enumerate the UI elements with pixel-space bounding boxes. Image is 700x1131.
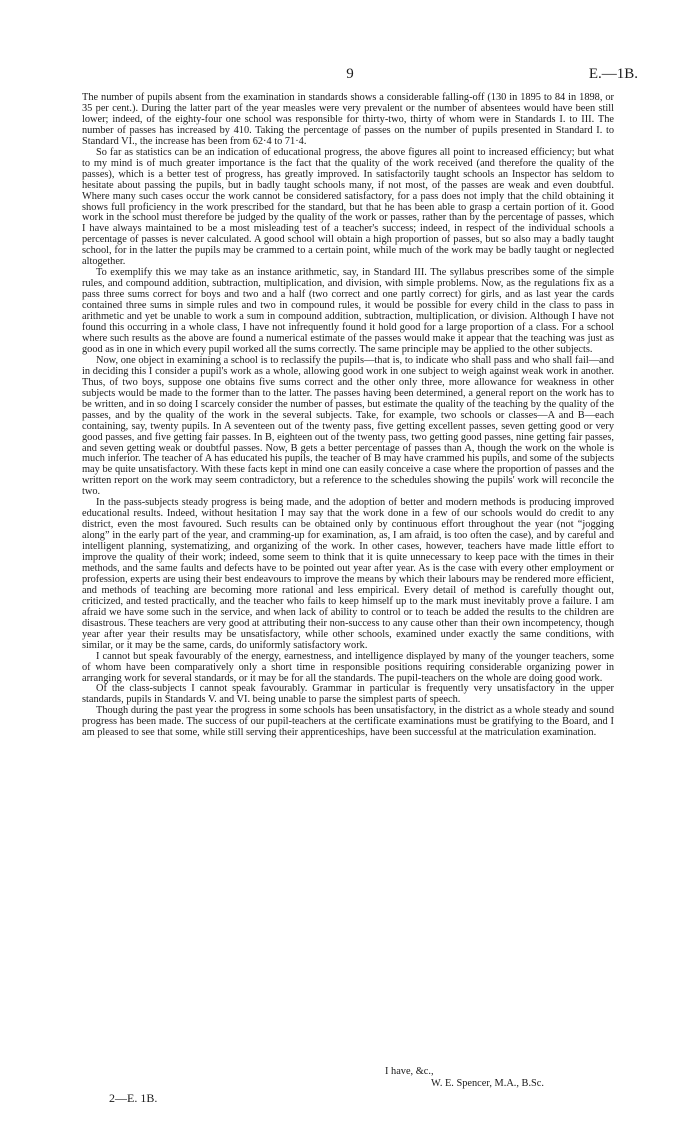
document-reference: E.—1B.: [588, 66, 638, 82]
closing-line: I have, &c.,: [385, 1066, 434, 1077]
paragraph-statistics: So far as statistics can be an indication of educational progress, the above figures all point to increased efficiency; but what to my mind is of much greater importance is the fact that the quality of the work received (and therefore the quality of the passes), which is a better test of progress, has greatly improved. In satisfactorily taught schools an Inspector has seldom to hesitate about passing the pupils, but in badly taught schools many, if not most, of the passes are weak and even doubtful. Where many such cases occur the work cannot be considered satisfactory, for a pass does not imply that the child obtaining it shows full proficiency in the work prescribed for the standard, but that he has been able to grasp a certain portion of it. Good work in the school must therefore be judged by the quality of the work or passes, rather than by the percentage of passes, which I have always maintained to be a most misleading test of a teacher's success; indeed, in respect of the individual schools a percentage of passes is never calculated. A good school will obtain a high proportion of passes, but so also may a badly taught school, for in the latter the pupils may be crammed to a certain point, while much of the work may be badly taught or neglected altogether.: [82, 146, 614, 268]
signature-line: W. E. Spencer, M.A., B.Sc.: [431, 1078, 544, 1089]
sheet-signature-mark: 2—E. 1B.: [109, 1091, 158, 1105]
paragraph-reclassification: Now, one object in examining a school is to reclassify the pupils—that is, to indicate who shall pass and who shall fail—and in deciding this I consider a pupil's work as a whole, allowing good work in one subject to weigh against weak work in another. Thus, of two boys, suppose one obtains five sums correct and the other only three, more allowance for weakness in other subjects would be made to the former than to the latter. The passes having been determined, a general report on the work has to be written, and in so doing I scarcely consider the number of passes, but estimate the quality of the teaching by the quality of the passes, and by the quality of the work in the several subjects. Take, for example, two schools or classes—A and B—each containing, say, twenty pupils. In A seventeen out of the twenty pass, five getting excellent passes, seven getting good or very good passes, and five getting fair passes. In B, eighteen out of the twenty pass, two getting good passes, nine getting fair passes, and seven getting weak or doubtful passes. Now, B gets a better percentage of passes than A, though the work on the whole is much inferior. The teacher of A has educated his pupils, the teacher of B may have crammed his pupils, and some of the subjects may be quite unsatisfactory. With these facts kept in mind one can easily conceive a case where the proportion of passes and the written report on the work may seem contradictory, but a reference to the schedules showing the pupils' work will reconcile the two.: [82, 354, 614, 498]
paragraph-class-subjects: Of the class-subjects I cannot speak favourably. Grammar in particular is frequently very unsatisfactory in the upper standards, pupils in Standards V. and VI. being unable to parse the simplest parts of speech.: [82, 683, 614, 706]
paragraph-progress-summary: Though during the past year the progress in some schools has been unsatisfactory, in the district as a whole steady and sound progress has been made. The success of our pupil-teachers at the certificate examinations must be gratifying to the Board, and I am pleased to see that some, while still serving their apprenticeships, have been successful at the matriculation examination.: [82, 705, 614, 739]
page-number: 9: [346, 66, 354, 82]
paragraph-absentees: The number of pupils absent from the examination in standards shows a considerable falling-off (130 in 1895 to 84 in 1898, or 35 per cent.). During the latter part of the year measles were very prevalent or the number of absentees would have been still lower; indeed, of the eighty-four one school was responsible for thirty-two, thirty of whom were in Standards I. to III. The number of passes has increased by 410. Taking the percentage of passes on the number of pupils presented in Standard I. to Standard VI., the increase has been from 62·4 to 71·4.: [82, 92, 614, 147]
paragraph-pass-subjects: In the pass-subjects steady progress is being made, and the adoption of better and modern methods is producing improved educational results. Indeed, without hesitation I may say that the work done in a few of our schools would do credit to any district, even the most favoured. Such results can be obtained only by continuous effort throughout the year (not “jogging along” in the early part of the year, and cramming-up for examination, as, I am afraid, is too often the case), and by careful and intelligent planning, systematizing, and organizing of the work. In other cases, however, teachers have made little effort to improve the quality of their work; indeed, some seem to think that it is quite unnecessary to keep pace with the times in their methods, and the same faults and defects have to be pointed out year after year. As is the case with every other employment or profession, experts are using their best endeavours to improve the means by which their labours may be rendered more efficient, and methods of teaching are becoming more rational and less empirical. Every detail of method is carefully thought out, criticized, and tested practically, and the teacher who fails to keep himself up to the mark must inevitably prove a failure. I am afraid we have some such in the service, and when lack of ability to control or to teach be added the results to the children are disastrous. These teachers are very good at attributing their non-success to any cause other than their own incompetency, though year after year their results may be unsatisfactory, while other schools, examined under exactly the same conditions, with similar, or it may be the same, cards, do uniformly satisfactory work.: [82, 497, 614, 651]
paragraph-arithmetic-example: To exemplify this we may take as an instance arithmetic, say, in Standard III. The syllabus prescribes some of the simple rules, and compound addition, subtraction, multiplication, and division, with simple problems. Now, as the regulations fix as a pass three sums correct for boys and two and a half (two correct and one partly correct) for girls, and as last year the cards contained three sums in simple rules and two in compound rules, it would be possible for every child in the class to pass in arithmetic and yet be unable to work a sum in compound addition, subtraction, multiplication, or division. Although I have not found this occurring in a whole class, I have not infrequently found it hold good for a large proportion of a class. For a school where such results as the above are found a numerical estimate of the passes would make it appear that the teaching was just as good as in one in which every pupil worked all the sums correctly. The same principle may be applied to the other subjects.: [82, 267, 614, 355]
report-body: [82, 93, 614, 739]
paragraph-younger-teachers: I cannot but speak favourably of the energy, earnestness, and intelligence displayed by many of the younger teachers, some of whom have been comparatively only a short time in responsible positions requiring considerable organizing power in arranging work for several standards, or it may be for all the standards. The pupil-teachers on the whole are doing good work.: [82, 650, 614, 684]
